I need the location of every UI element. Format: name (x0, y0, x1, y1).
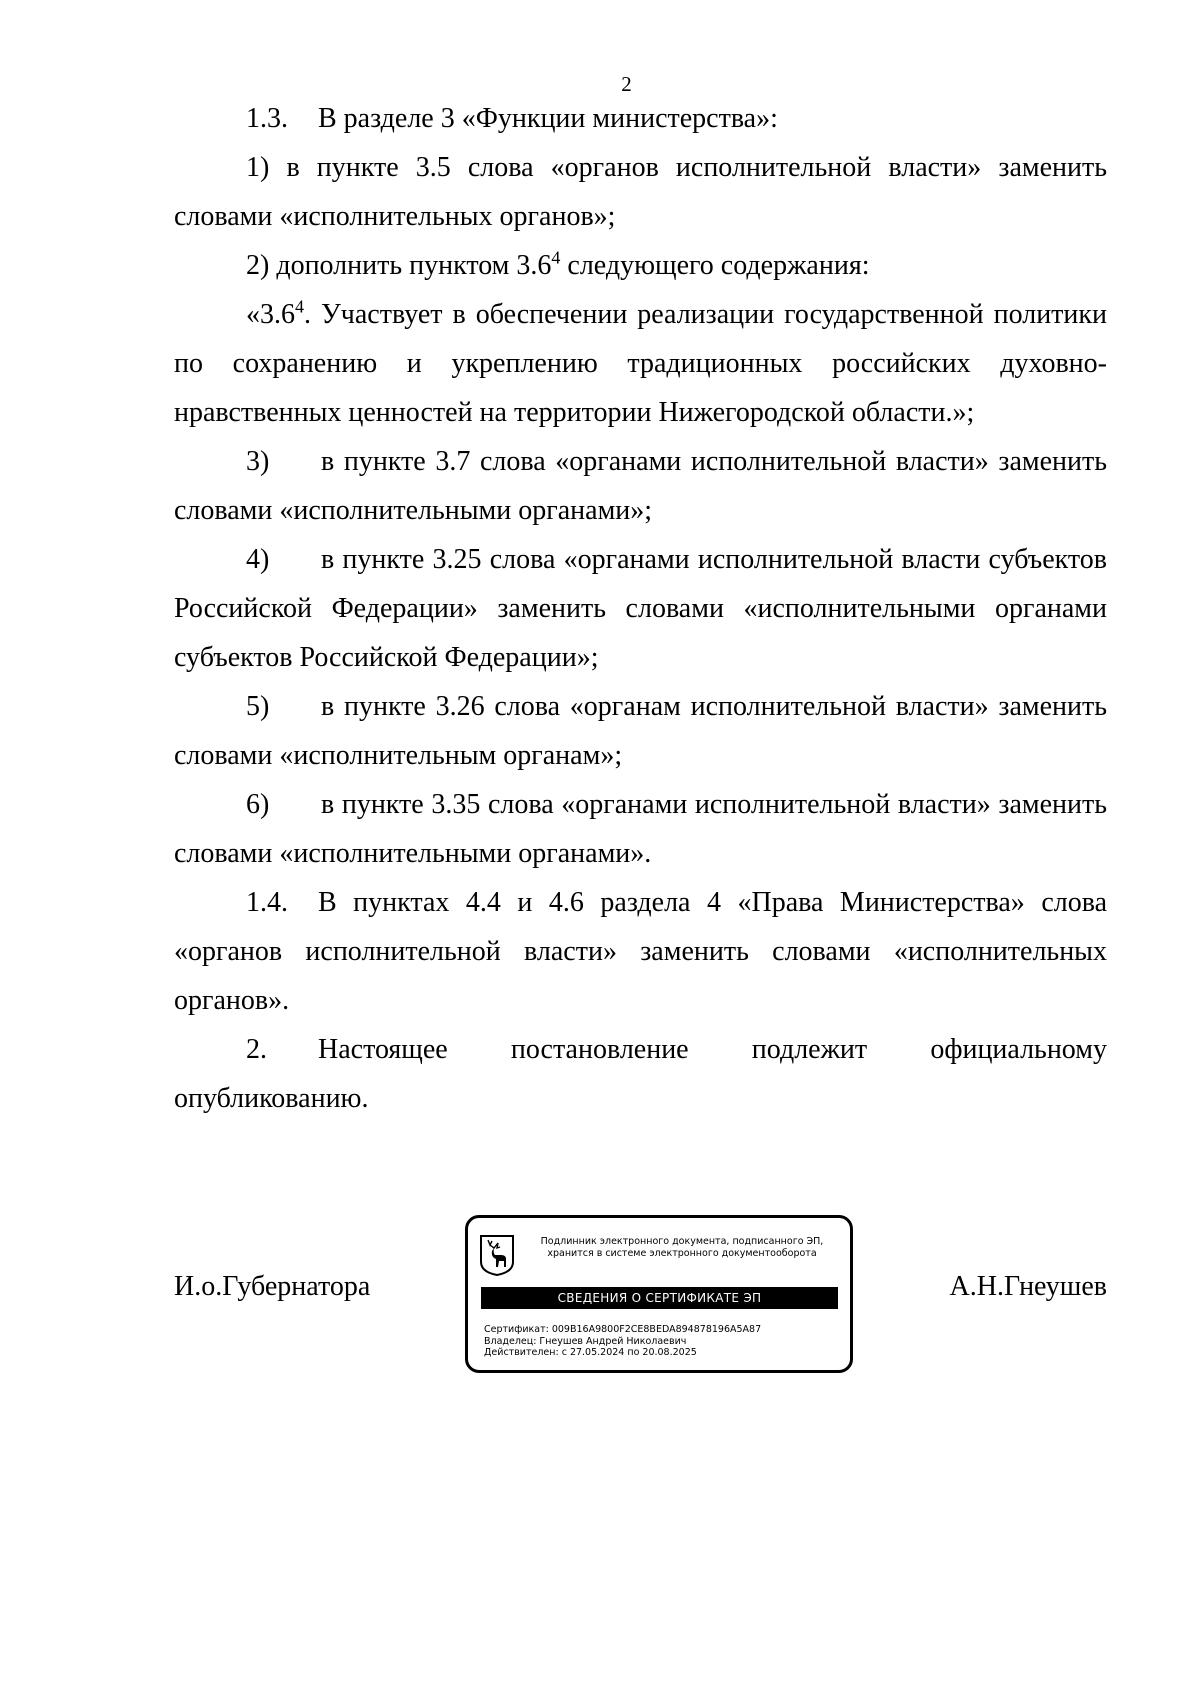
item-2: 2. Настоящее постановление подлежит официальному опубликованию. (174, 1034, 1107, 1114)
certificate-number: Сертификат: 009B16A9800F2CE8BEDA894878196A5A87 (484, 1324, 762, 1335)
item-1-3-text: В разделе 3 «Функции министерства»: (318, 103, 778, 134)
signature-block (174, 1215, 1107, 1385)
subitem-4: 4) в пункте 3.25 слова «органами исполнительной власти субъектов Российской Федерации» заменить словами «исполнительными органами субъектов Российской Федерации»; (174, 544, 1107, 673)
page-number: 2 (621, 72, 632, 96)
stamp-certificate-details (484, 1324, 761, 1359)
certificate-owner: Владелец: Гнеушев Андрей Николаевич (484, 1335, 687, 1347)
stamp-header: Подлинник электронного документа, подписанного ЭП, хранится в системе электронного документооборота (540, 1236, 824, 1259)
subitem-2: 2) дополнить пунктом $3.6^4$ следующего содержания: (246, 247, 870, 281)
subitem-5: 5) в пункте 3.26 слова «органам исполнительной власти» заменить словами «исполнительным органам»; (174, 691, 1107, 771)
deer-emblem-icon (479, 1234, 515, 1276)
certificate-validity: Действителен: с 27.05.2024 по 20.08.2025 (484, 1347, 697, 1358)
document-body (174, 94, 1107, 1123)
signer-position: И.о.Губернатора (174, 1271, 371, 1302)
subitem-6: 6) в пункте 3.35 слова «органами исполнительной власти» заменить словами «исполнительными органами». (174, 789, 1107, 869)
subitem-3: 3) в пункте 3.7 слова «органами исполнительной власти» заменить словами «исполнительными органами»; (174, 446, 1107, 526)
electronic-signature-stamp (465, 1215, 853, 1373)
item-1-3-number: 1.3. (246, 103, 288, 134)
stamp-title-bar: СВЕДЕНИЯ О СЕРТИФИКАТЕ ЭП (481, 1287, 838, 1309)
subitem-2-quote: «$3.6^4$. Участвует в обеспечении реализации государственной политики по сохранению и укреплению традиционных российских духовно-нравственных ценностей на территории Нижегородской области.»; (174, 296, 1107, 428)
signer-name: А.Н.Гнеушев (949, 1271, 1107, 1302)
subitem-1: 1) в пункте 3.5 слова «органов исполнительной власти» заменить словами «исполнительных органов»; (174, 152, 1107, 232)
item-1-4: 1.4. В пунктах 4.4 и 4.6 раздела 4 «Права Министерства» слова «органов исполнительной власти» заменить словами «исполнительных органов». (174, 887, 1107, 1016)
item-1-3 (174, 94, 1107, 143)
